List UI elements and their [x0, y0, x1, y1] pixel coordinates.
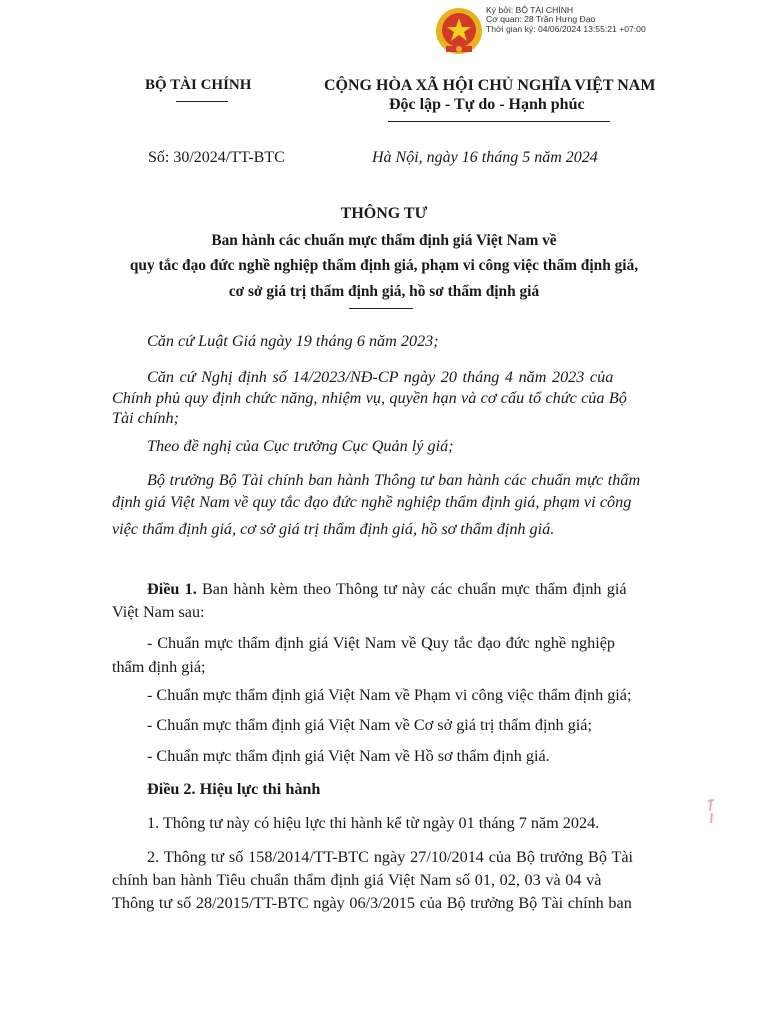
article-1-item-4: - Chuẩn mực thẩm định giá Việt Nam về Hồ sơ thẩm định giá. [147, 747, 550, 765]
margin-mark-icon [704, 797, 718, 827]
national-motto: Độc lập - Tự do - Hạnh phúc [389, 96, 585, 113]
article-1-item-2: - Chuẩn mực thẩm định giá Việt Nam về Phạm vi công việc thẩm định giá; [147, 686, 632, 704]
article-2-heading: Điều 2. Hiệu lực thi hành [147, 780, 321, 798]
preamble-proposal: Theo đề nghị của Cục trưởng Cục Quản lý giá; [147, 437, 454, 455]
article-2-clause-2-cont: chính ban hành Tiêu chuẩn thẩm định giá Việt Nam số 01, 02, 03 và 04 và [112, 871, 602, 889]
article-2-clause-2: 2. Thông tư số 158/2014/TT-BTC ngày 27/10/2014 của Bộ trưởng Bộ Tài [147, 848, 634, 866]
article-1-text: Ban hành kèm theo Thông tư này các chuẩn mực thẩm định giá [196, 580, 627, 598]
signature-signer: Ký bởi: BỘ TÀI CHÍNH [486, 5, 574, 15]
ministry-divider [176, 101, 228, 102]
article-1-item-3: - Chuẩn mực thẩm định giá Việt Nam về Cơ sở giá trị thẩm định giá; [147, 716, 592, 734]
document-type: THÔNG TƯ [340, 205, 428, 222]
article-1-intro [147, 580, 627, 599]
preamble-decision-cont: định giá Việt Nam về quy tắc đạo đức nghề nghiệp thẩm định giá, phạm vi công [112, 493, 632, 511]
article-1-item-1: - Chuẩn mực thẩm định giá Việt Nam về Quy tắc đạo đức nghề nghiệp [147, 634, 616, 652]
preamble-legal-basis-2: Căn cứ Nghị định số 14/2023/NĐ-CP ngày 20 tháng 4 năm 2023 của [147, 368, 614, 386]
national-emblem-icon [434, 6, 484, 58]
preamble-legal-basis-1: Căn cứ Luật Giá ngày 19 tháng 6 năm 2023; [147, 332, 439, 350]
preamble-decision-end: việc thẩm định giá, cơ sở giá trị thẩm định giá, hồ sơ thẩm định giá. [112, 520, 555, 538]
nation-name: CỘNG HÒA XÃ HỘI CHỦ NGHĨA VIỆT NAM [324, 77, 656, 94]
document-title-line2: quy tắc đạo đức nghề nghiệp thẩm định giá, phạm vi công việc thẩm định giá, [129, 257, 639, 274]
document-title-line1: Ban hành các chuẩn mực thẩm định giá Việt Nam về [211, 232, 557, 249]
article-2-clause-1: 1. Thông tư này có hiệu lực thi hành kể từ ngày 01 tháng 7 năm 2024. [147, 814, 600, 832]
article-1-item-1-cont: thẩm định giá; [112, 658, 206, 676]
preamble-legal-basis-2-end: Tài chính; [112, 409, 179, 427]
preamble-legal-basis-2-cont: Chính phủ quy định chức năng, nhiệm vụ, quyền hạn và cơ cấu tổ chức của Bộ [112, 389, 627, 407]
document-title-line3: cơ sở giá trị thẩm định giá, hồ sơ thẩm định giá [228, 283, 540, 300]
article-2-clause-2-end: Thông tư số 28/2015/TT-BTC ngày 06/3/2015 của Bộ trưởng Bộ Tài chính ban [112, 894, 632, 912]
ministry-name: BỘ TÀI CHÍNH [145, 77, 252, 93]
signature-time: Thời gian ký: 04/06/2024 13:55:21 +07:00 [486, 23, 646, 34]
place-date: Hà Nội, ngày 16 tháng 5 năm 2024 [372, 149, 598, 166]
digital-signature-info [486, 6, 646, 34]
signature-org: Cơ quan: 28 Trần Hưng Đạo [486, 14, 596, 25]
document-number: Số: 30/2024/TT-BTC [148, 149, 285, 166]
preamble-decision: Bộ trưởng Bộ Tài chính ban hành Thông tư ban hành các chuẩn mực thẩm [147, 471, 641, 489]
article-1-intro-cont: Việt Nam sau: [112, 603, 205, 621]
title-divider [349, 308, 413, 309]
motto-divider [388, 121, 610, 122]
article-1-label: Điều 1. [147, 580, 197, 598]
